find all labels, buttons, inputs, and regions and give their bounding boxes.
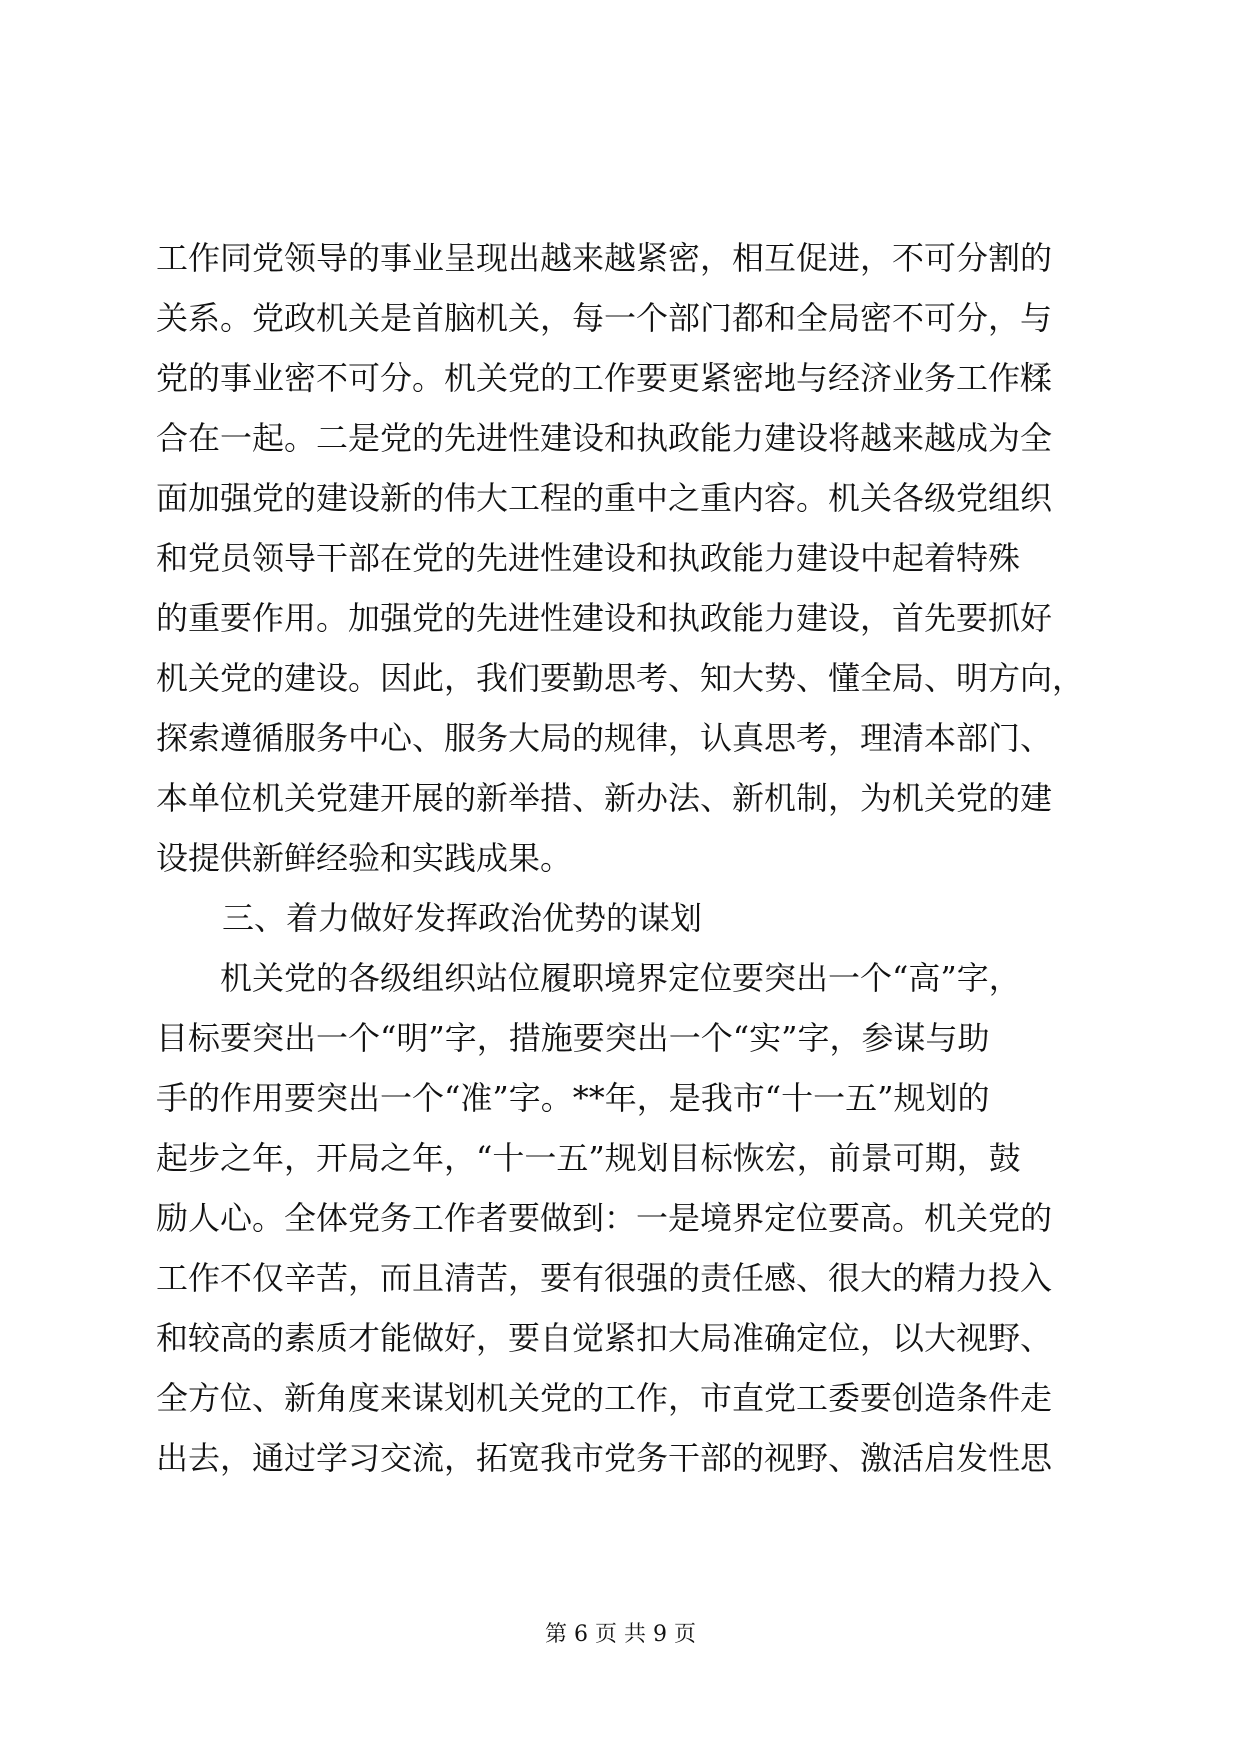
text-line: 出去，通过学习交流，拓宽我市党务干部的视野、激活启发性思 [156,1439,1053,1477]
text-line: 设提供新鲜经验和实践成果。 [156,839,573,877]
text-line: 全方位、新角度来谋划机关党的工作，市直党工委要创造条件走 [156,1379,1053,1417]
text-line: 关系。党政机关是首脑机关，每一个部门都和全局密不可分，与 [156,299,1053,337]
text-line: 党的事业密不可分。机关党的工作要更紧密地与经济业务工作糅 [156,359,1053,397]
text-line: 手的作用要突出一个“准”字。**年，是我市“十一五”规划的 [156,1079,990,1117]
text-line: 励人心。全体党务工作者要做到：一是境界定位要高。机关党的 [156,1199,1053,1237]
text-line: 和党员领导干部在党的先进性建设和执政能力建设中起着特殊 [156,539,1021,577]
text-line: 工作不仅辛苦，而且清苦，要有很强的责任感、很大的精力投入 [156,1259,1053,1297]
section-heading: 三、着力做好发挥政治优势的谋划 [222,899,703,937]
text-line: 机关党的建设。因此，我们要勤思考、知大势、懂全局、明方向， [156,659,1085,697]
text-line: 合在一起。二是党的先进性建设和执政能力建设将越来越成为全 [156,419,1053,457]
text-line: 探索遵循服务中心、服务大局的规律，认真思考，理清本部门、 [156,719,1053,757]
body-text [156,228,1090,1488]
text-line: 目标要突出一个“明”字，措施要突出一个“实”字，参谋与助 [156,1019,990,1057]
page-number-footer: 第 6 页 共 9 页 [545,1622,696,1647]
text-line: 本单位机关党建开展的新举措、新办法、新机制，为机关党的建 [156,779,1053,817]
text-line: 起步之年，开局之年，“十一五”规划目标恢宏，前景可期，鼓 [156,1139,1021,1177]
paragraph-first-line: 机关党的各级组织站位履职境界定位要突出一个“高”字， [220,959,1021,997]
text-line: 面加强党的建设新的伟大工程的重中之重内容。机关各级党组织 [156,479,1053,517]
text-line: 和较高的素质才能做好，要自觉紧扣大局准确定位，以大视野、 [156,1319,1053,1357]
text-line: 的重要作用。加强党的先进性建设和执政能力建设，首先要抓好 [156,599,1053,637]
text-line: 工作同党领导的事业呈现出越来越紧密，相互促进，不可分割的 [156,239,1053,277]
